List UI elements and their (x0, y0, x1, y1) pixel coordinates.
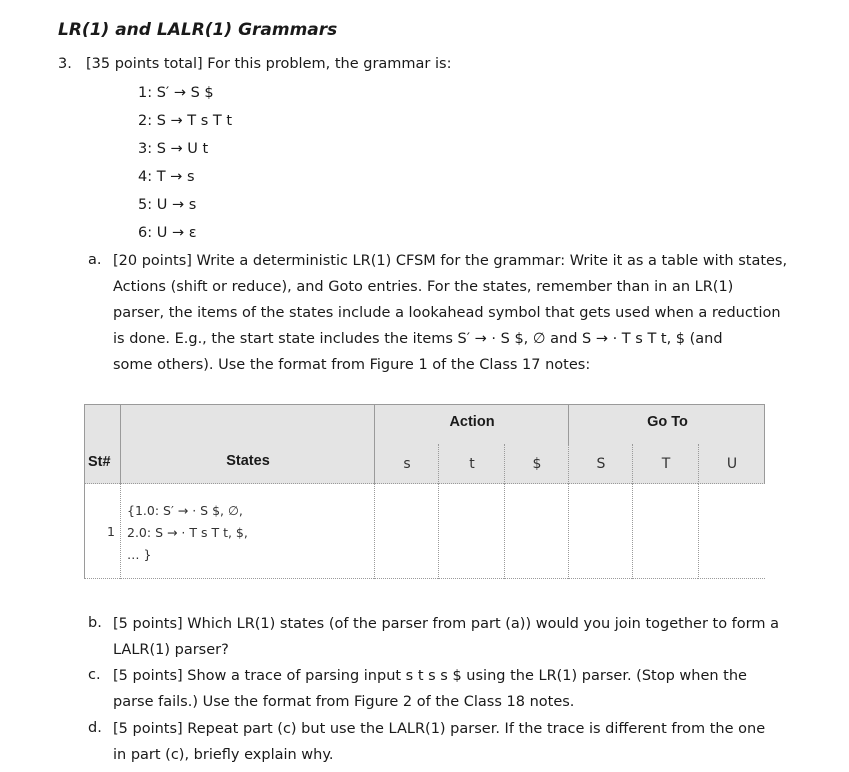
table-cell (438, 484, 504, 579)
part-c-line: parse fails.) Use the format from Figure 2 of the Class 18 notes. (113, 694, 575, 710)
part-a-line: some others). Use the format from Figure 1 of the Class 17 notes: (113, 357, 591, 373)
cfsm-table (84, 404, 765, 579)
header-cell (120, 404, 374, 444)
table-cell (374, 484, 438, 579)
col-header-cell (374, 444, 438, 484)
action-col-header: t (469, 456, 475, 472)
table-cell (568, 484, 632, 579)
states-header-cell (120, 444, 374, 484)
state-item: … } (127, 547, 152, 562)
action-col-header: $ (532, 456, 542, 472)
goto-col-header: U (726, 456, 738, 472)
goto-col-header: T (661, 456, 671, 472)
grammar-rule: 5: U → s (138, 197, 197, 213)
action-col-header: s (403, 456, 411, 472)
st-header: St# (88, 454, 111, 470)
state-items-cell (120, 484, 374, 579)
table-cell (504, 484, 568, 579)
state-number: 1 (107, 524, 115, 539)
st-header-cell (84, 444, 120, 484)
part-d-line: [5 points] Repeat part (c) but use the LALR(1) parser. If the trace is different from the one (113, 721, 766, 737)
table-cell (698, 484, 765, 579)
grammar-rule: 4: T → s (138, 169, 195, 185)
col-header-cell (698, 444, 765, 484)
grammar-rule: 3: S → U t (138, 141, 209, 157)
part-a-line: [20 points] Write a deterministic LR(1) CFSM for the grammar: Write it as a table with states, (113, 253, 788, 269)
grammar-rule: 6: U → ε (138, 225, 197, 241)
part-c-line: [5 points] Show a trace of parsing input s t s s $ using the LR(1) parser. (Stop when the (113, 668, 747, 684)
part-a-line: parser, the items of the states include a lookahead symbol that gets used when a reduction (113, 305, 781, 321)
part-b-line: [5 points] Which LR(1) states (of the parser from part (a)) would you join together to form a (113, 616, 779, 632)
page-title: LR(1) and LALR(1) Grammars (58, 20, 338, 40)
states-header: States (226, 453, 270, 469)
part-c-text (113, 663, 747, 715)
state-item: {1.0: S′ → · S $, ∅, (127, 503, 243, 518)
col-header-cell (438, 444, 504, 484)
part-a-line: is done. E.g., the start state includes the items S′ → · S $, ∅ and S → · T s T t, $ (and (113, 331, 723, 347)
action-header: Action (449, 414, 495, 430)
part-a-line: Actions (shift or reduce), and Goto entries. For the states, remember than in an LR(1) (113, 279, 734, 295)
goto-header-cell (568, 404, 765, 444)
problem-header: [35 points total] For this problem, the grammar is: (86, 56, 452, 72)
goto-header: Go To (647, 414, 688, 430)
col-header-cell (504, 444, 568, 484)
part-a-label: a. (88, 252, 102, 268)
grammar-rule: 1: S′ → S $ (138, 85, 214, 101)
part-d-label: d. (88, 720, 102, 736)
table-cell (632, 484, 698, 579)
col-header-cell (568, 444, 632, 484)
part-b-label: b. (88, 615, 102, 631)
state-item: 2.0: S → · T s T t, $, (127, 525, 248, 540)
action-header-cell (374, 404, 568, 444)
part-a-text (113, 248, 787, 378)
part-c-label: c. (88, 667, 101, 683)
col-header-cell (632, 444, 698, 484)
grammar-rule: 2: S → T s T t (138, 113, 233, 129)
state-number-cell (84, 484, 120, 579)
part-b-text (113, 611, 779, 663)
goto-col-header: S (596, 456, 606, 472)
part-d-text (113, 716, 765, 768)
part-b-line: LALR(1) parser? (113, 642, 229, 658)
header-cell (84, 404, 120, 444)
problem-number: 3. (58, 56, 72, 72)
part-d-line: in part (c), briefly explain why. (113, 747, 334, 763)
